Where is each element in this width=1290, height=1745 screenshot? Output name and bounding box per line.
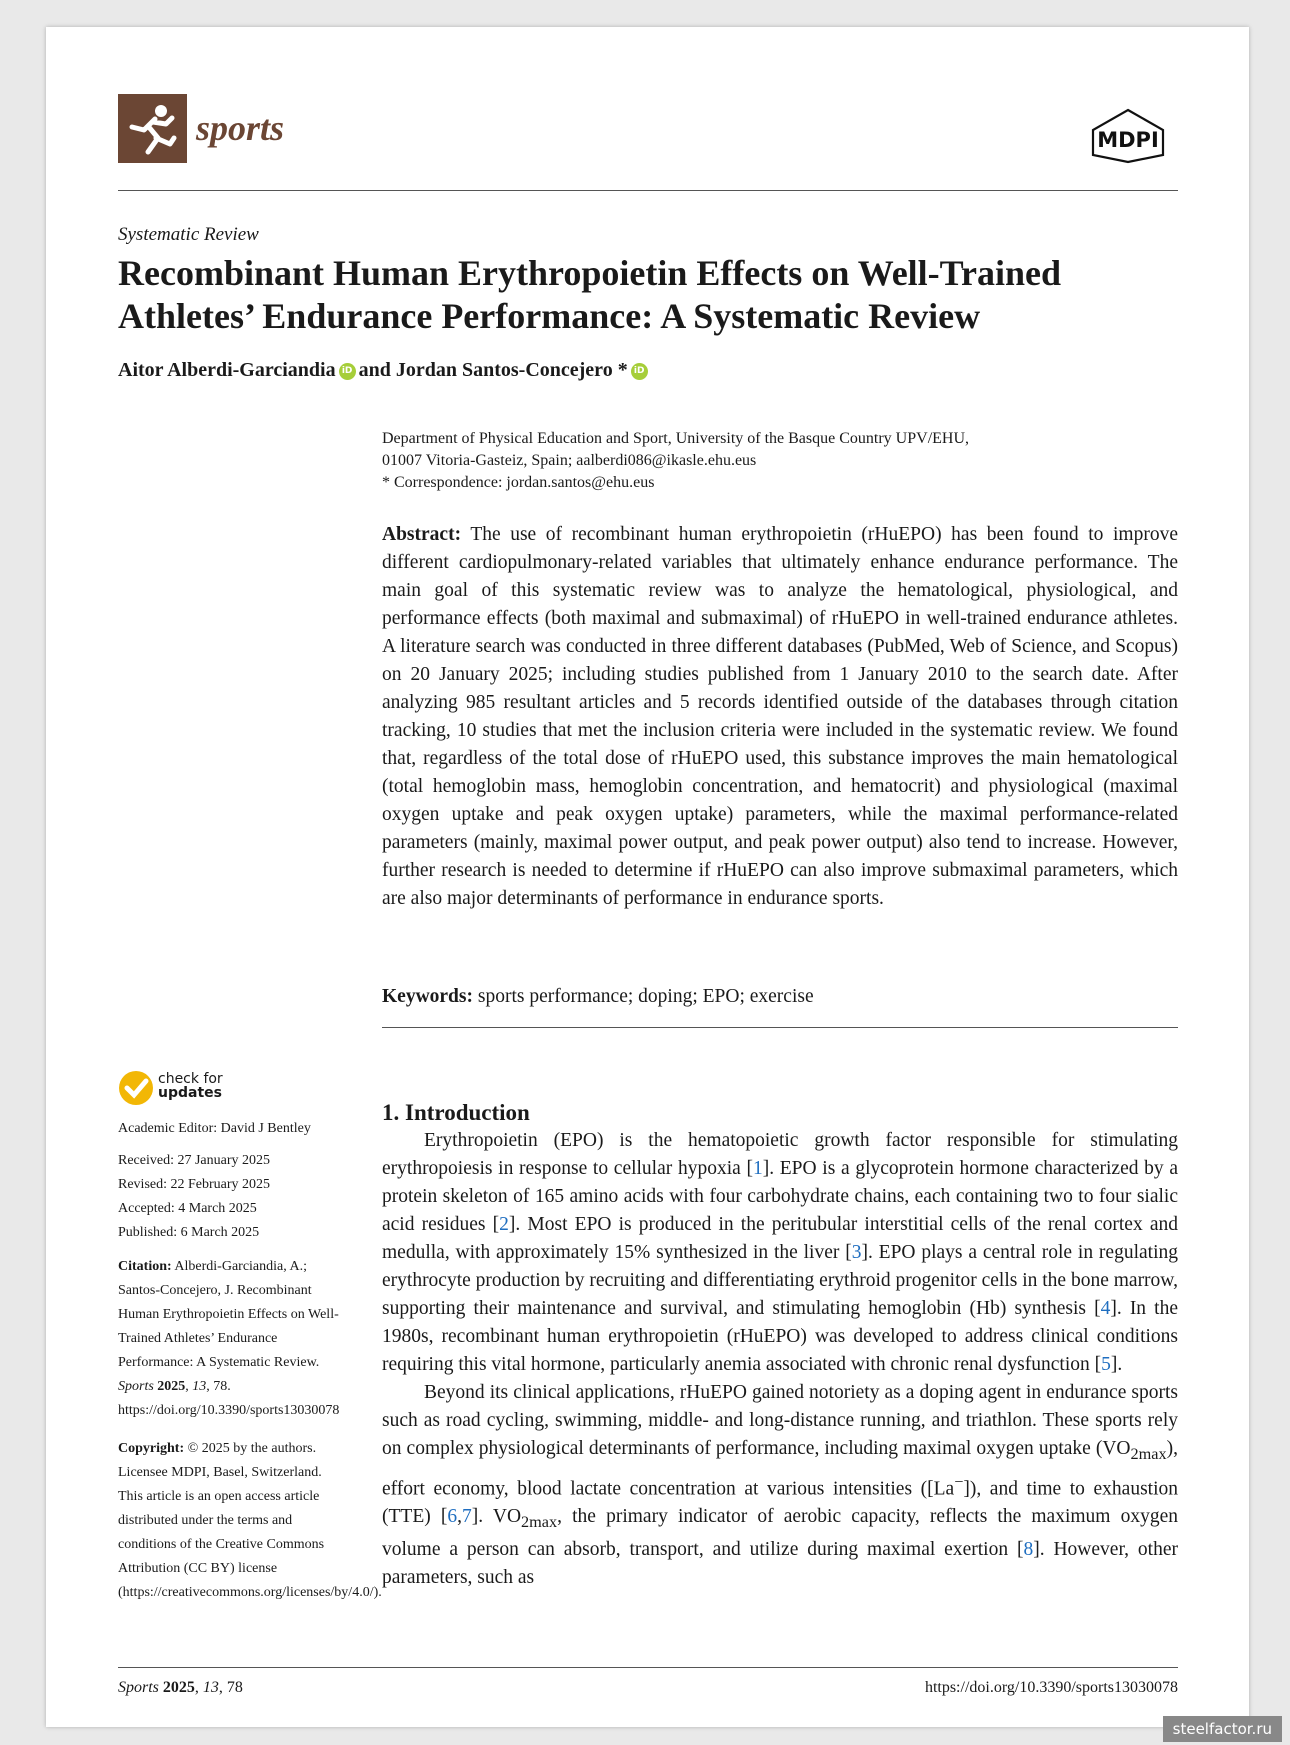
section-heading: 1. Introduction [382,1100,530,1125]
academic-editor: Academic Editor: David J Bentley [118,1121,311,1136]
author-1[interactable]: Aitor Alberdi-Garciandia [118,359,336,381]
citation-doi[interactable]: , 78. https://doi.org/10.3390/sports13030078 [118,1379,340,1418]
dates [118,1149,343,1245]
body-text [382,1127,1178,1592]
affiliation-line: 01007 Vitoria-Gasteiz, Spain; aalberdi086@ikasle.ehu.eus [382,452,757,469]
keywords-text: sports performance; doping; EPO; exercise [477,986,814,1007]
check-label: check for [158,1071,223,1087]
paragraph: Erythropoietin (EPO) is the hematopoietic growth factor responsible for stimulating erythropoiesis in response to cellular hypoxia [1]. EPO is a glycoprotein hormone characterized by a protein skeleton of 165 amino acids with four carbohydrate chains, each containing two to four sialic acid residues [2]. Most EPO is produced in the peritubular interstitial cells of the renal cortex and medulla, with approximately 15% synthesized in the liver [3]. EPO plays a central role in regulating erythrocyte production by recruiting and differentiating erythroid progenitor cells in the bone marrow, supporting their maintenance and survival, and stimulating hemoglobin (Hb) synthesis [4]. In the 1980s, recombinant human erythropoietin (rHuEPO) was developed to address clinical conditions requiring this vital hormone, particularly anemia associated with chronic renal dysfunction [5]. [382,1130,1178,1375]
citation-link[interactable]: 5 [1101,1354,1111,1375]
citation-link[interactable]: 3 [851,1242,862,1263]
article-type: Systematic Review [118,224,259,245]
watermark: steelfactor.ru [1163,1716,1282,1742]
date-published: Published: 6 March 2025 [118,1225,260,1240]
affiliation-line: Department of Physical Education and Sport, University of the Basque Country UPV/EHU, [382,430,970,447]
updates-label: updates [158,1085,222,1101]
abstract-label: Abstract: [382,524,462,545]
copyright-block: Copyright: © 2025 by the authors. Licensee MDPI, Basel, Switzerland. This article is an open access article distributed under the terms and conditions of the Creative Commons Attribution (CC BY) license (https://creativecommons.org/licenses/by/4.0/). [118,1441,382,1600]
keywords [382,983,1178,1011]
journal-name: sports [196,108,285,148]
abstract-rule [382,1027,1178,1028]
footer-citation: Sports 2025, 13, 78 [118,1679,243,1696]
journal-logo [118,94,187,163]
date-revised: Revised: 22 February 2025 [118,1177,271,1192]
date-received: Received: 27 January 2025 [118,1153,271,1168]
citation-label: Citation: [118,1259,172,1274]
orcid-icon[interactable]: iD [631,363,648,380]
paragraph: Beyond its clinical applications, rHuEPO gained notoriety as a doping agent in endurance sports such as road cycling, swimming, middle- and long-distance running, and triathlon. These sports rely on complex physiological determinants of performance, including maximal oxygen uptake $(VO_{2max})$, effort economy, blood lactate concentration at various intensities ([La−]), and time to exhaustion (TTE) [6,7]. $VO_{2max}$, the primary indicator of aerobic capacity, reflects the maximum oxygen volume a person can absorb, transport, and utilize during maximal exertion [8]. However, other parameters, such as [382,1382,1178,1589]
author-2[interactable]: and Jordan Santos-Concejero * [358,359,628,381]
citation-block: Citation: Alberdi-Garciandia, A.; Santos-Concejero, J. Recombinant Human Erythropoietin Effects on Well-Trained Athletes’ Endurance Performance: A Systematic Review. Sports 2025, 13, 78. https://doi.org/10.3390/sports13030078 [118,1259,340,1418]
paper-page [46,27,1249,1727]
abstract-text: The use of recombinant human erythropoietin (rHuEPO) has been found to improve different cardiopulmonary-related variables that ultimately enhance endurance performance. The main goal of this systematic review was to analyze the hematological, physiological, and performance effects (both maximal and submaximal) of rHuEPO in well-trained endurance athletes. A literature search was conducted in three different databases (PubMed, Web of Science, and Scopus) on 20 January 2025; including studies published from 1 January 2010 to the search date. After analyzing 985 resultant articles and 5 records identified outside of the databases through citation tracking, 10 studies that met the inclusion criteria were included in the systematic review. We found that, regardless of the total dose of rHuEPO used, this substance improves the main hematological (total hemoglobin mass, hemoglobin concentration, and hematocrit) and physiological (maximal oxygen uptake and peak oxygen uptake) parameters, while the maximal performance-related parameters (mainly, maximal power output, and peak power output) also tend to increase. However, further research is needed to determine if rHuEPO can also improve submaximal parameters, which are also major determinants of performance in endurance sports. [382,524,1178,909]
header-rule [118,190,1178,191]
footer-doi-link[interactable]: https://doi.org/10.3390/sports13030078 [924,1679,1178,1696]
check-icon [118,1070,154,1106]
runner-icon [118,94,187,163]
citation-link[interactable]: 2 [499,1214,509,1235]
publisher-name: MDPI [1097,128,1159,152]
keywords-label: Keywords: [382,986,473,1007]
footer-rule [118,1667,1178,1668]
date-accepted: Accepted: 4 March 2025 [118,1201,257,1216]
author-list [118,359,651,382]
affiliation [382,428,1102,494]
citation-link[interactable]: 6 [447,1506,458,1528]
abstract [382,521,1178,913]
citation-link[interactable]: 4 [1100,1298,1111,1319]
copyright-label: Copyright: [118,1441,185,1456]
publisher-logo [1088,107,1178,172]
citation-link[interactable]: 8 [1023,1539,1034,1561]
article-title: Recombinant Human Erythropoietin Effects on Well-Trained Athletes’ Endurance Performance: A Systematic Review [118,253,1062,336]
orcid-icon[interactable]: iD [339,363,356,380]
citation-link[interactable]: 1 [752,1158,763,1179]
correspondence: * Correspondence: jordan.santos@ehu.eus [382,474,655,491]
citation-link[interactable]: 7 [461,1506,472,1528]
